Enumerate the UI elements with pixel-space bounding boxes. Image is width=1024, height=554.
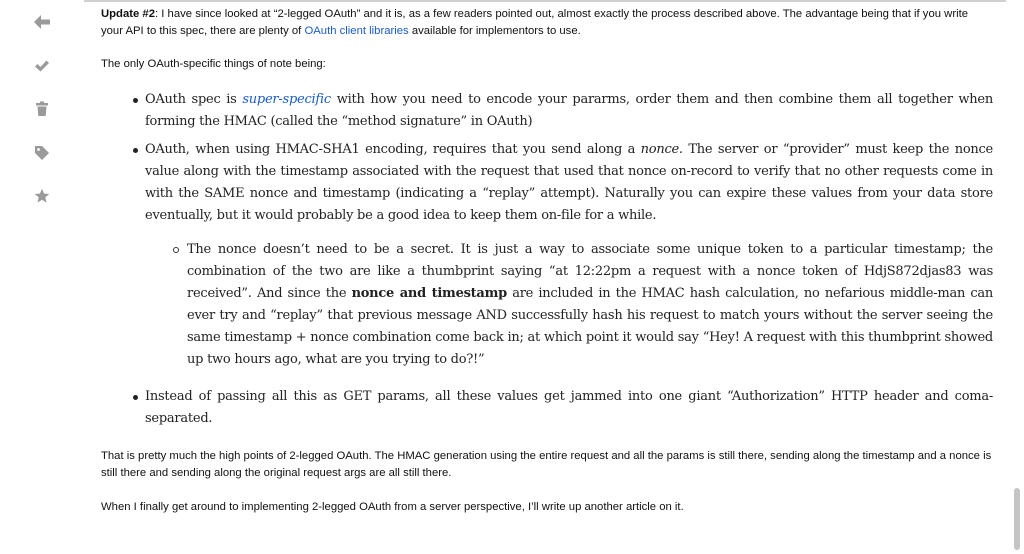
top-divider bbox=[84, 0, 1006, 2]
intro-paragraph: The only OAuth-specific things of note being: bbox=[101, 58, 326, 70]
scrollbar-thumb[interactable] bbox=[1014, 488, 1020, 550]
notes-list bbox=[101, 89, 993, 430]
list-item: Instead of passing all this as GET params, all these values get jammed into one giant “Authorization” HTTP header and coma-separated. bbox=[101, 386, 993, 430]
article-body bbox=[101, 6, 993, 516]
trash-icon[interactable] bbox=[32, 99, 52, 119]
update-label: Update #2 bbox=[101, 8, 155, 20]
tag-icon[interactable] bbox=[32, 143, 52, 163]
list-item: The nonce doesn’t need to be a secret. It is just a way to associate some unique token to a particular timestamp; the combination of the two are like a thumbprint saying “at 12:22pm a request with a nonce token of HdjS872djas83 was received”. And since the nonce and timestamp are included in the HMAC hash calculation, no nefarious middle-man can ever try and “replay” that previous message AND successfully hash his request to match yours without the server seeing the same timestamp + nonce combination come back in; at which point it would say “Hey! A request with this thumbprint showed up two hours ago, what are you trying to do?!” bbox=[101, 239, 993, 371]
closing-paragraph: When I finally get around to implementing 2-legged OAuth from a server perspective, I’ll write up another article on it. bbox=[101, 501, 684, 513]
list-item: OAuth, when using HMAC-SHA1 encoding, requires that you send along a nonce. The server or “provider” must keep the nonce value along with the timestamp associated with the request that used that nonce on-record to verify that no other requests come in with the SAME nonce and timestamp (indicating a “replay” attempt). Naturally you can expire these values from your data store eventually, but it would probably be a good idea to keep them on-file for a while. The nonce doesn’t need to be a secret. It is just a way to associate some unique token to a particular timestamp; the combination of the two are like a thumbprint saying “at 12:22pm a request with a nonce token of HdjS872djas83 was received”. And since the nonce and timestamp are included in the HMAC hash calculation, no nefarious middle-man can ever try and “replay” that previous message AND successfully hash his request to match yours without the server seeing the same timestamp + nonce combination come back in; at which point it would say “Hey! A request with this thumbprint showed up two hours ago, what are you trying to do?!” bbox=[101, 139, 993, 371]
sub-list bbox=[101, 239, 993, 371]
toolbar-sidebar bbox=[0, 0, 84, 554]
update-paragraph: Update #2: I have since looked at “2-legged OAuth” and it is, as a few readers pointed out, almost exactly the process described above. The advantage being that if you write your API to this spec, there are plenty of OAuth client libraries available for implementors to use. bbox=[101, 8, 969, 37]
back-arrow-icon[interactable] bbox=[32, 12, 52, 32]
checkmark-icon[interactable] bbox=[32, 56, 52, 76]
oauth-client-libraries-link[interactable]: OAuth client libraries bbox=[304, 25, 409, 37]
super-specific-link[interactable]: super-specific bbox=[242, 92, 331, 107]
list-item: OAuth spec is super-specific with how you need to encode your pararms, order them and then combine them all together when forming the HMAC (called the “method signature” in OAuth) bbox=[101, 89, 993, 133]
star-icon[interactable] bbox=[32, 186, 52, 206]
summary-paragraph: That is pretty much the high points of 2-legged OAuth. The HMAC generation using the entire request and all the params is still there, sending along the timestamp and a nonce is still there and sending along the original request args are all still there. bbox=[101, 450, 992, 479]
